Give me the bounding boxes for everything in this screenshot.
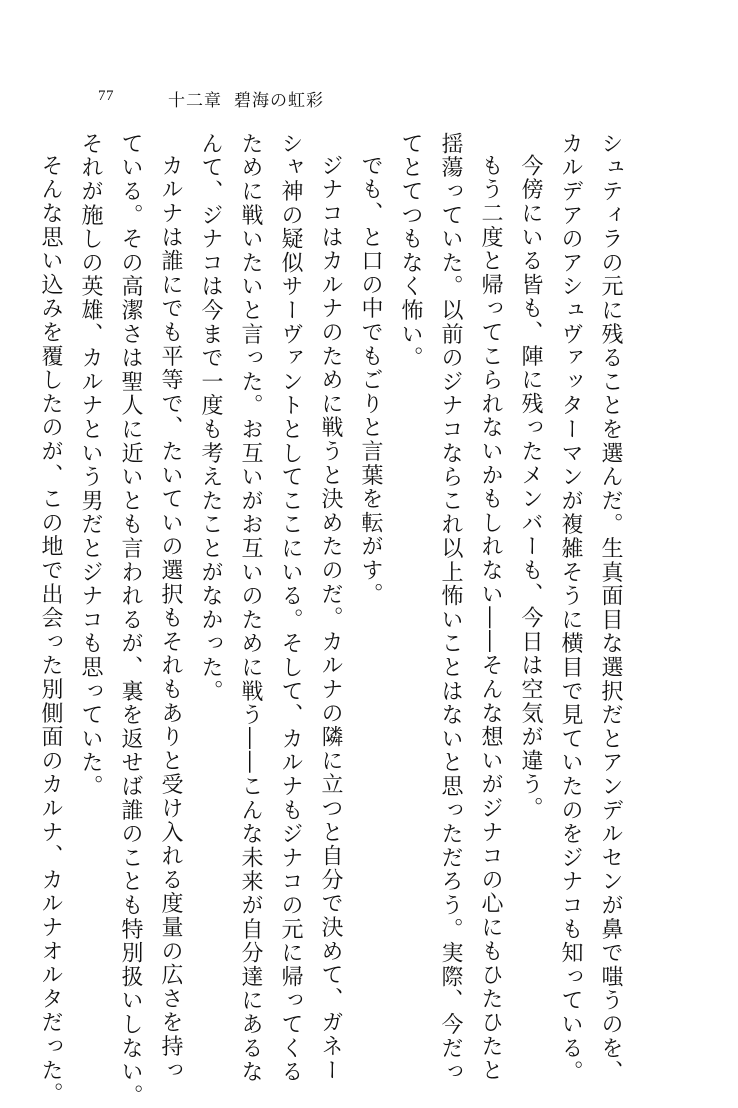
text-line: シャ神の疑似サーヴァントとしてここにいる。そして、カルナもジナコの元に帰ってくる bbox=[278, 132, 303, 1084]
chapter-number: 十二章 bbox=[168, 91, 222, 111]
text-line: カルデアのアシュヴァッターマンが複雑そうに横目で見ていたのをジナコも知っている。 bbox=[558, 132, 583, 1084]
text-line: ジナコはカルナのために戦うと決めたのだ。カルナの隣に立つと自分で決めて、ガネー bbox=[318, 154, 343, 1083]
text-line: んて、ジナコは今まで一度も考えたことがなかった。 bbox=[198, 132, 223, 704]
text-line: ている。その高潔さは聖人に近いとも言われるが、裏を返せば誰のことも特別扱いしない。 bbox=[118, 132, 143, 1108]
text-line: 今傍にいる皆も、陣に残ったメンバーも、今日は空気が違う。 bbox=[518, 154, 543, 821]
text-line: ために戦いたいと言った。お互いがお互いのために戦う――こんな未来が自分達にあるな bbox=[238, 132, 263, 1084]
page-number: 77 bbox=[98, 88, 114, 104]
text-line: てとてつもなく怖い。 bbox=[398, 132, 423, 370]
chapter-title: 碧海の虹彩 bbox=[234, 91, 324, 111]
text-line: シュティラの元に残ることを選んだ。生真面目な選択だとアンデルセンが鼻で嗤うのを、 bbox=[598, 132, 623, 1084]
text-line: それが施しの英雄、カルナという男だとジナコも思っていた。 bbox=[78, 132, 103, 799]
running-head bbox=[168, 86, 324, 111]
body-text bbox=[30, 132, 630, 1108]
text-line: 揺蕩っていた。以前のジナコならこれ以上怖いことはないと思っただろう。実際、今だっ bbox=[438, 132, 463, 1084]
text-line: そんな思い込みを覆したのが、この地で出会った別側面のカルナ、カルナオルタだった。 bbox=[38, 154, 63, 1106]
text-line: カルナは誰にでも平等で、たいていの選択もそれもありと受け入れる度量の広さを持っ bbox=[158, 154, 183, 1083]
text-line: でも、と口の中でもごりと言葉を転がす。 bbox=[358, 154, 383, 607]
text-line: もう二度と帰ってこられないかもしれない――そんな想いがジナコの心にもひたひたと bbox=[478, 154, 503, 1083]
